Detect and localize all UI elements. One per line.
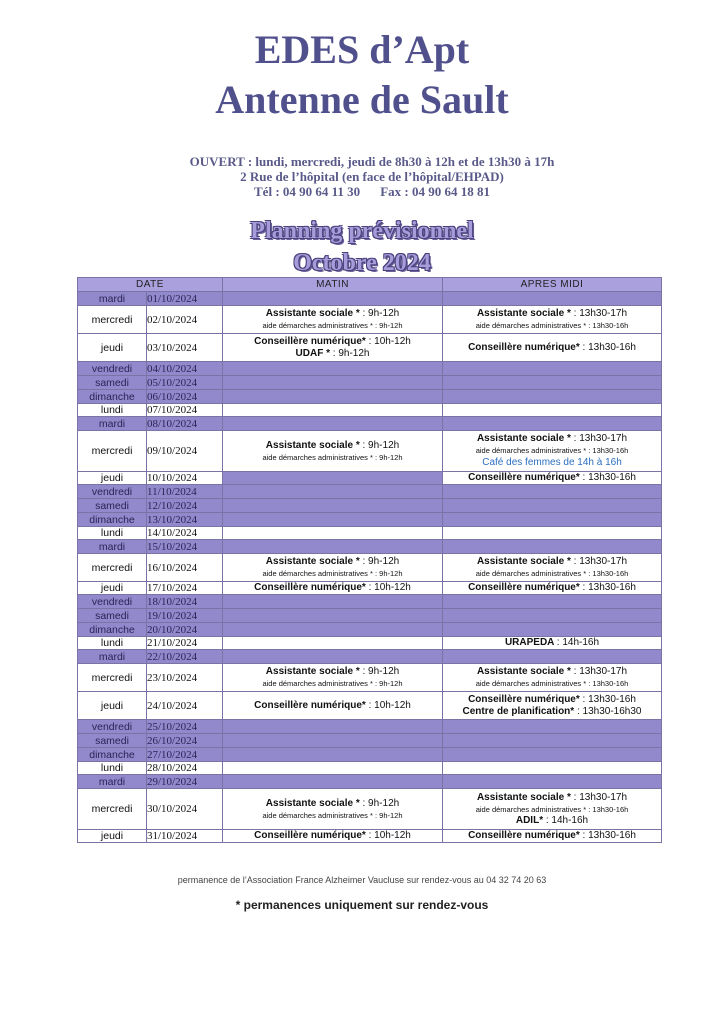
afternoon-cell xyxy=(443,485,662,499)
afternoon-cell xyxy=(443,527,662,540)
service-hours: : 13h30-17h xyxy=(573,433,628,444)
page-subtitle: Antenne de Sault xyxy=(215,77,509,122)
morning-cell xyxy=(223,527,443,540)
service-hours: : 9h-12h xyxy=(362,797,400,809)
morning-cell xyxy=(223,748,443,762)
day-cell: samedi xyxy=(78,734,147,748)
day-cell: mercredi xyxy=(78,431,147,472)
day-cell: jeudi xyxy=(78,692,147,720)
table-row xyxy=(78,554,662,582)
day-cell: samedi xyxy=(78,499,147,513)
day-cell: mardi xyxy=(78,417,147,431)
morning-cell xyxy=(223,789,443,830)
service-hours: Café des femmes de 14h à 16h xyxy=(482,457,622,468)
afternoon-cell xyxy=(443,334,662,362)
service-name: Assistante sociale * xyxy=(265,666,363,677)
service-name: Conseillère numérique* xyxy=(468,582,583,593)
day-cell: samedi xyxy=(78,376,147,390)
service-hours: : 9h-12h xyxy=(362,556,400,567)
service-hours: : 13h30-16h xyxy=(582,341,636,353)
morning-cell xyxy=(223,417,443,431)
date-cell: 29/10/2024 xyxy=(147,775,223,789)
service-hours: : 13h30-16h xyxy=(582,582,636,593)
table-row xyxy=(78,748,662,762)
table-row xyxy=(78,609,662,623)
schedule-line xyxy=(443,678,661,689)
table-row xyxy=(78,595,662,609)
morning-cell xyxy=(223,830,443,843)
service-hours: aide démarches administratives * : 13h30-16h xyxy=(475,321,629,330)
afternoon-cell xyxy=(443,582,662,595)
schedule-line xyxy=(443,342,661,354)
schedule-line xyxy=(223,452,442,463)
table-row xyxy=(78,775,662,789)
table-row xyxy=(78,472,662,485)
service-hours: : 13h30-16h xyxy=(582,830,636,841)
service-hours: aide démarches administratives * : 9h-12h xyxy=(262,679,403,688)
afternoon-cell xyxy=(443,499,662,513)
day-cell: jeudi xyxy=(78,472,147,485)
afternoon-cell xyxy=(443,540,662,554)
afternoon-cell xyxy=(443,390,662,404)
date-cell: 27/10/2024 xyxy=(147,748,223,762)
schedule-line xyxy=(443,694,661,706)
schedule-line xyxy=(223,700,442,712)
date-cell: 19/10/2024 xyxy=(147,609,223,623)
opening-hours: OUVERT : lundi, mercredi, jeudi de 8h30 à 12h et de 13h30 à 17h xyxy=(189,154,555,169)
day-cell: mardi xyxy=(78,775,147,789)
morning-cell xyxy=(223,762,443,775)
schedule-line xyxy=(443,637,661,649)
service-name: Assistante sociale * xyxy=(265,797,363,809)
date-cell: 13/10/2024 xyxy=(147,513,223,527)
afternoon-cell xyxy=(443,637,662,650)
morning-cell xyxy=(223,692,443,720)
service-hours: : 9h-12h xyxy=(362,308,400,319)
day-cell: mercredi xyxy=(78,306,147,334)
afternoon-cell xyxy=(443,775,662,789)
date-cell: 25/10/2024 xyxy=(147,720,223,734)
service-hours: : 13h30-17h xyxy=(573,666,628,677)
morning-cell xyxy=(223,637,443,650)
day-cell: vendredi xyxy=(78,720,147,734)
table-row xyxy=(78,390,662,404)
day-cell: lundi xyxy=(78,527,147,540)
service-hours: : 13h30-17h xyxy=(573,308,628,319)
afternoon-cell xyxy=(443,595,662,609)
service-hours: : 14h-16h xyxy=(556,637,600,648)
service-name: URAPEDA xyxy=(504,637,557,648)
morning-cell xyxy=(223,513,443,527)
day-cell: mercredi xyxy=(78,789,147,830)
date-cell: 11/10/2024 xyxy=(147,485,223,499)
service-hours: aide démarches administratives * : 9h-12h xyxy=(262,321,403,330)
table-row xyxy=(78,830,662,843)
service-hours: : 13h30-17h xyxy=(573,791,628,803)
date-cell: 23/10/2024 xyxy=(147,664,223,692)
schedule-line xyxy=(443,830,661,842)
table-row xyxy=(78,513,662,527)
afternoon-cell xyxy=(443,762,662,775)
planning-body xyxy=(78,292,662,843)
service-hours: : 9h-12h xyxy=(332,347,370,359)
day-cell: vendredi xyxy=(78,595,147,609)
table-row xyxy=(78,664,662,692)
service-name: Assistante sociale * xyxy=(476,791,574,803)
day-cell: samedi xyxy=(78,609,147,623)
service-hours: : 10h-12h xyxy=(368,699,411,711)
table-row xyxy=(78,527,662,540)
service-hours: : 9h-12h xyxy=(362,439,400,451)
morning-cell xyxy=(223,734,443,748)
table-row xyxy=(78,362,662,376)
morning-cell xyxy=(223,292,443,306)
date-cell: 02/10/2024 xyxy=(147,306,223,334)
date-cell: 28/10/2024 xyxy=(147,762,223,775)
day-cell: dimanche xyxy=(78,623,147,637)
morning-cell xyxy=(223,720,443,734)
afternoon-cell xyxy=(443,720,662,734)
day-cell: lundi xyxy=(78,762,147,775)
schedule-line xyxy=(443,706,661,718)
planning-month: Octobre 2024 xyxy=(293,250,431,276)
service-name: Conseillère numérique* xyxy=(254,699,369,711)
schedule-line xyxy=(223,810,442,821)
date-cell: 12/10/2024 xyxy=(147,499,223,513)
schedule-line xyxy=(443,308,661,320)
schedule-line xyxy=(443,815,661,827)
service-name: UDAF * xyxy=(295,347,333,359)
afternoon-cell xyxy=(443,734,662,748)
afternoon-cell xyxy=(443,650,662,664)
service-hours: : 13h30-16h xyxy=(582,472,636,483)
service-hours: : 10h-12h xyxy=(368,582,411,593)
schedule-line xyxy=(443,433,661,445)
date-cell: 18/10/2024 xyxy=(147,595,223,609)
afternoon-cell xyxy=(443,664,662,692)
page-title: EDES d’Apt xyxy=(254,27,470,72)
morning-cell xyxy=(223,664,443,692)
morning-cell xyxy=(223,404,443,417)
schedule-line xyxy=(223,830,442,842)
table-row xyxy=(78,734,662,748)
day-cell: lundi xyxy=(78,637,147,650)
day-cell: mardi xyxy=(78,292,147,306)
schedule-line xyxy=(443,666,661,678)
date-cell: 08/10/2024 xyxy=(147,417,223,431)
table-row xyxy=(78,292,662,306)
schedule-line xyxy=(443,472,661,484)
table-row xyxy=(78,431,662,472)
day-cell: lundi xyxy=(78,404,147,417)
day-cell: dimanche xyxy=(78,748,147,762)
day-cell: jeudi xyxy=(78,582,147,595)
table-row xyxy=(78,334,662,362)
service-name: Conseillère numérique* xyxy=(468,472,583,483)
day-cell: jeudi xyxy=(78,830,147,843)
service-hours: aide démarches administratives * : 9h-12h xyxy=(262,569,403,578)
address: 2 Rue de l’hôpital (en face de l’hôpital/EHPAD) xyxy=(240,169,504,184)
contact-line xyxy=(10,184,724,199)
date-cell: 05/10/2024 xyxy=(147,376,223,390)
date-cell: 09/10/2024 xyxy=(147,431,223,472)
schedule-line xyxy=(223,556,442,568)
service-hours: aide démarches administratives * : 9h-12h xyxy=(262,452,403,462)
morning-cell xyxy=(223,362,443,376)
morning-cell xyxy=(223,609,443,623)
schedule-line xyxy=(223,440,442,452)
afternoon-cell xyxy=(443,431,662,472)
service-name: Assistante sociale * xyxy=(476,433,574,444)
planning-title: Planning prévisionnel xyxy=(250,218,474,244)
afternoon-cell xyxy=(443,404,662,417)
service-hours: : 10h-12h xyxy=(368,830,411,841)
date-cell: 31/10/2024 xyxy=(147,830,223,843)
service-name: Assistante sociale * xyxy=(265,556,363,567)
morning-cell xyxy=(223,650,443,664)
table-row xyxy=(78,540,662,554)
afternoon-cell xyxy=(443,609,662,623)
day-cell: vendredi xyxy=(78,362,147,376)
morning-cell xyxy=(223,306,443,334)
table-row xyxy=(78,404,662,417)
morning-cell xyxy=(223,554,443,582)
afternoon-cell xyxy=(443,513,662,527)
service-name: Assistante sociale * xyxy=(476,666,574,677)
service-name: Assistante sociale * xyxy=(476,308,574,319)
afternoon-cell xyxy=(443,417,662,431)
day-cell: dimanche xyxy=(78,390,147,404)
date-cell: 16/10/2024 xyxy=(147,554,223,582)
table-row xyxy=(78,623,662,637)
table-row xyxy=(78,306,662,334)
day-cell: mercredi xyxy=(78,554,147,582)
table-row xyxy=(78,485,662,499)
afternoon-cell xyxy=(443,830,662,843)
service-hours: : 9h-12h xyxy=(362,666,400,677)
appointment-note: * permanences uniquement sur rendez-vous xyxy=(235,898,489,912)
service-name: ADIL* xyxy=(515,814,546,826)
table-row xyxy=(78,376,662,390)
table-header-row xyxy=(78,278,662,292)
date-cell: 20/10/2024 xyxy=(147,623,223,637)
morning-cell xyxy=(223,485,443,499)
date-cell: 10/10/2024 xyxy=(147,472,223,485)
afternoon-cell xyxy=(443,623,662,637)
table-row xyxy=(78,650,662,664)
date-cell: 06/10/2024 xyxy=(147,390,223,404)
schedule-line xyxy=(223,320,442,331)
table-row xyxy=(78,720,662,734)
morning-cell xyxy=(223,431,443,472)
afternoon-cell xyxy=(443,789,662,830)
schedule-line xyxy=(443,445,661,456)
phone-number: Tél : 04 90 64 11 30 xyxy=(254,184,361,199)
morning-cell xyxy=(223,472,443,485)
table-row xyxy=(78,762,662,775)
morning-cell xyxy=(223,376,443,390)
schedule-line xyxy=(443,792,661,804)
schedule-line xyxy=(223,336,442,348)
morning-cell xyxy=(223,623,443,637)
service-hours: : 13h30-16h xyxy=(582,693,636,705)
date-cell: 21/10/2024 xyxy=(147,637,223,650)
service-name: Conseillère numérique* xyxy=(468,830,583,841)
schedule-line xyxy=(223,666,442,678)
date-cell: 04/10/2024 xyxy=(147,362,223,376)
morning-cell xyxy=(223,595,443,609)
date-cell: 24/10/2024 xyxy=(147,692,223,720)
date-cell: 26/10/2024 xyxy=(147,734,223,748)
table-row xyxy=(78,692,662,720)
service-name: Conseillère numérique* xyxy=(468,693,583,705)
date-cell: 15/10/2024 xyxy=(147,540,223,554)
day-cell: mardi xyxy=(78,540,147,554)
service-name: Conseillère numérique* xyxy=(254,582,369,593)
schedule-line xyxy=(443,320,661,331)
date-cell: 07/10/2024 xyxy=(147,404,223,417)
day-cell: mardi xyxy=(78,650,147,664)
table-row xyxy=(78,499,662,513)
afternoon-cell xyxy=(443,554,662,582)
date-cell: 01/10/2024 xyxy=(147,292,223,306)
column-header-matin: MATIN xyxy=(223,278,443,292)
schedule-line xyxy=(223,798,442,810)
service-name: Conseillère numérique* xyxy=(254,335,369,347)
date-cell: 17/10/2024 xyxy=(147,582,223,595)
afternoon-cell xyxy=(443,748,662,762)
morning-cell xyxy=(223,390,443,404)
date-cell: 14/10/2024 xyxy=(147,527,223,540)
day-cell: dimanche xyxy=(78,513,147,527)
table-row xyxy=(78,582,662,595)
schedule-line xyxy=(443,556,661,568)
service-hours: aide démarches administratives * : 13h30-16h xyxy=(475,446,629,455)
morning-cell xyxy=(223,775,443,789)
morning-cell xyxy=(223,540,443,554)
schedule-line xyxy=(443,568,661,579)
table-row xyxy=(78,789,662,830)
service-name: Assistante sociale * xyxy=(265,439,363,451)
table-row xyxy=(78,417,662,431)
service-hours: : 14h-16h xyxy=(545,814,589,826)
schedule-line xyxy=(223,308,442,320)
service-name: Conseillère numérique* xyxy=(468,341,583,353)
date-cell: 22/10/2024 xyxy=(147,650,223,664)
schedule-line xyxy=(443,582,661,594)
table-row xyxy=(78,637,662,650)
service-hours: : 13h30-16h30 xyxy=(576,705,642,717)
day-cell: mercredi xyxy=(78,664,147,692)
schedule-line xyxy=(443,804,661,815)
morning-cell xyxy=(223,582,443,595)
afternoon-cell xyxy=(443,472,662,485)
service-name: Conseillère numérique* xyxy=(254,830,369,841)
service-name: Centre de planification* xyxy=(462,705,577,717)
schedule-line xyxy=(223,582,442,594)
schedule-line xyxy=(223,568,442,579)
schedule-line xyxy=(223,348,442,360)
morning-cell xyxy=(223,334,443,362)
date-cell: 30/10/2024 xyxy=(147,789,223,830)
service-hours: aide démarches administratives * : 13h30-16h xyxy=(475,569,629,578)
afternoon-cell xyxy=(443,306,662,334)
service-name: Assistante sociale * xyxy=(265,308,363,319)
afternoon-cell xyxy=(443,692,662,720)
afternoon-cell xyxy=(443,292,662,306)
service-hours: aide démarches administratives * : 13h30-16h xyxy=(475,679,629,688)
day-cell: jeudi xyxy=(78,334,147,362)
service-name: Assistante sociale * xyxy=(476,556,574,567)
column-header-date: DATE xyxy=(78,278,223,292)
day-cell: vendredi xyxy=(78,485,147,499)
planning-table xyxy=(77,277,662,843)
afternoon-cell xyxy=(443,376,662,390)
service-hours: aide démarches administratives * : 9h-12h xyxy=(262,810,403,820)
column-header-apres-midi: APRES MIDI xyxy=(443,278,662,292)
schedule-line xyxy=(443,456,661,469)
fax-number: Fax : 04 90 64 18 81 xyxy=(380,184,490,199)
schedule-line xyxy=(223,678,442,689)
date-cell: 03/10/2024 xyxy=(147,334,223,362)
service-hours: : 13h30-17h xyxy=(573,556,628,567)
service-hours: : 10h-12h xyxy=(368,335,411,347)
service-hours: aide démarches administratives * : 13h30-16h xyxy=(475,804,629,814)
afternoon-cell xyxy=(443,362,662,376)
alzheimer-note: permanence de l’Association France Alzheimer Vaucluse sur rendez-vous au 04 32 74 20 63 xyxy=(177,875,547,885)
morning-cell xyxy=(223,499,443,513)
